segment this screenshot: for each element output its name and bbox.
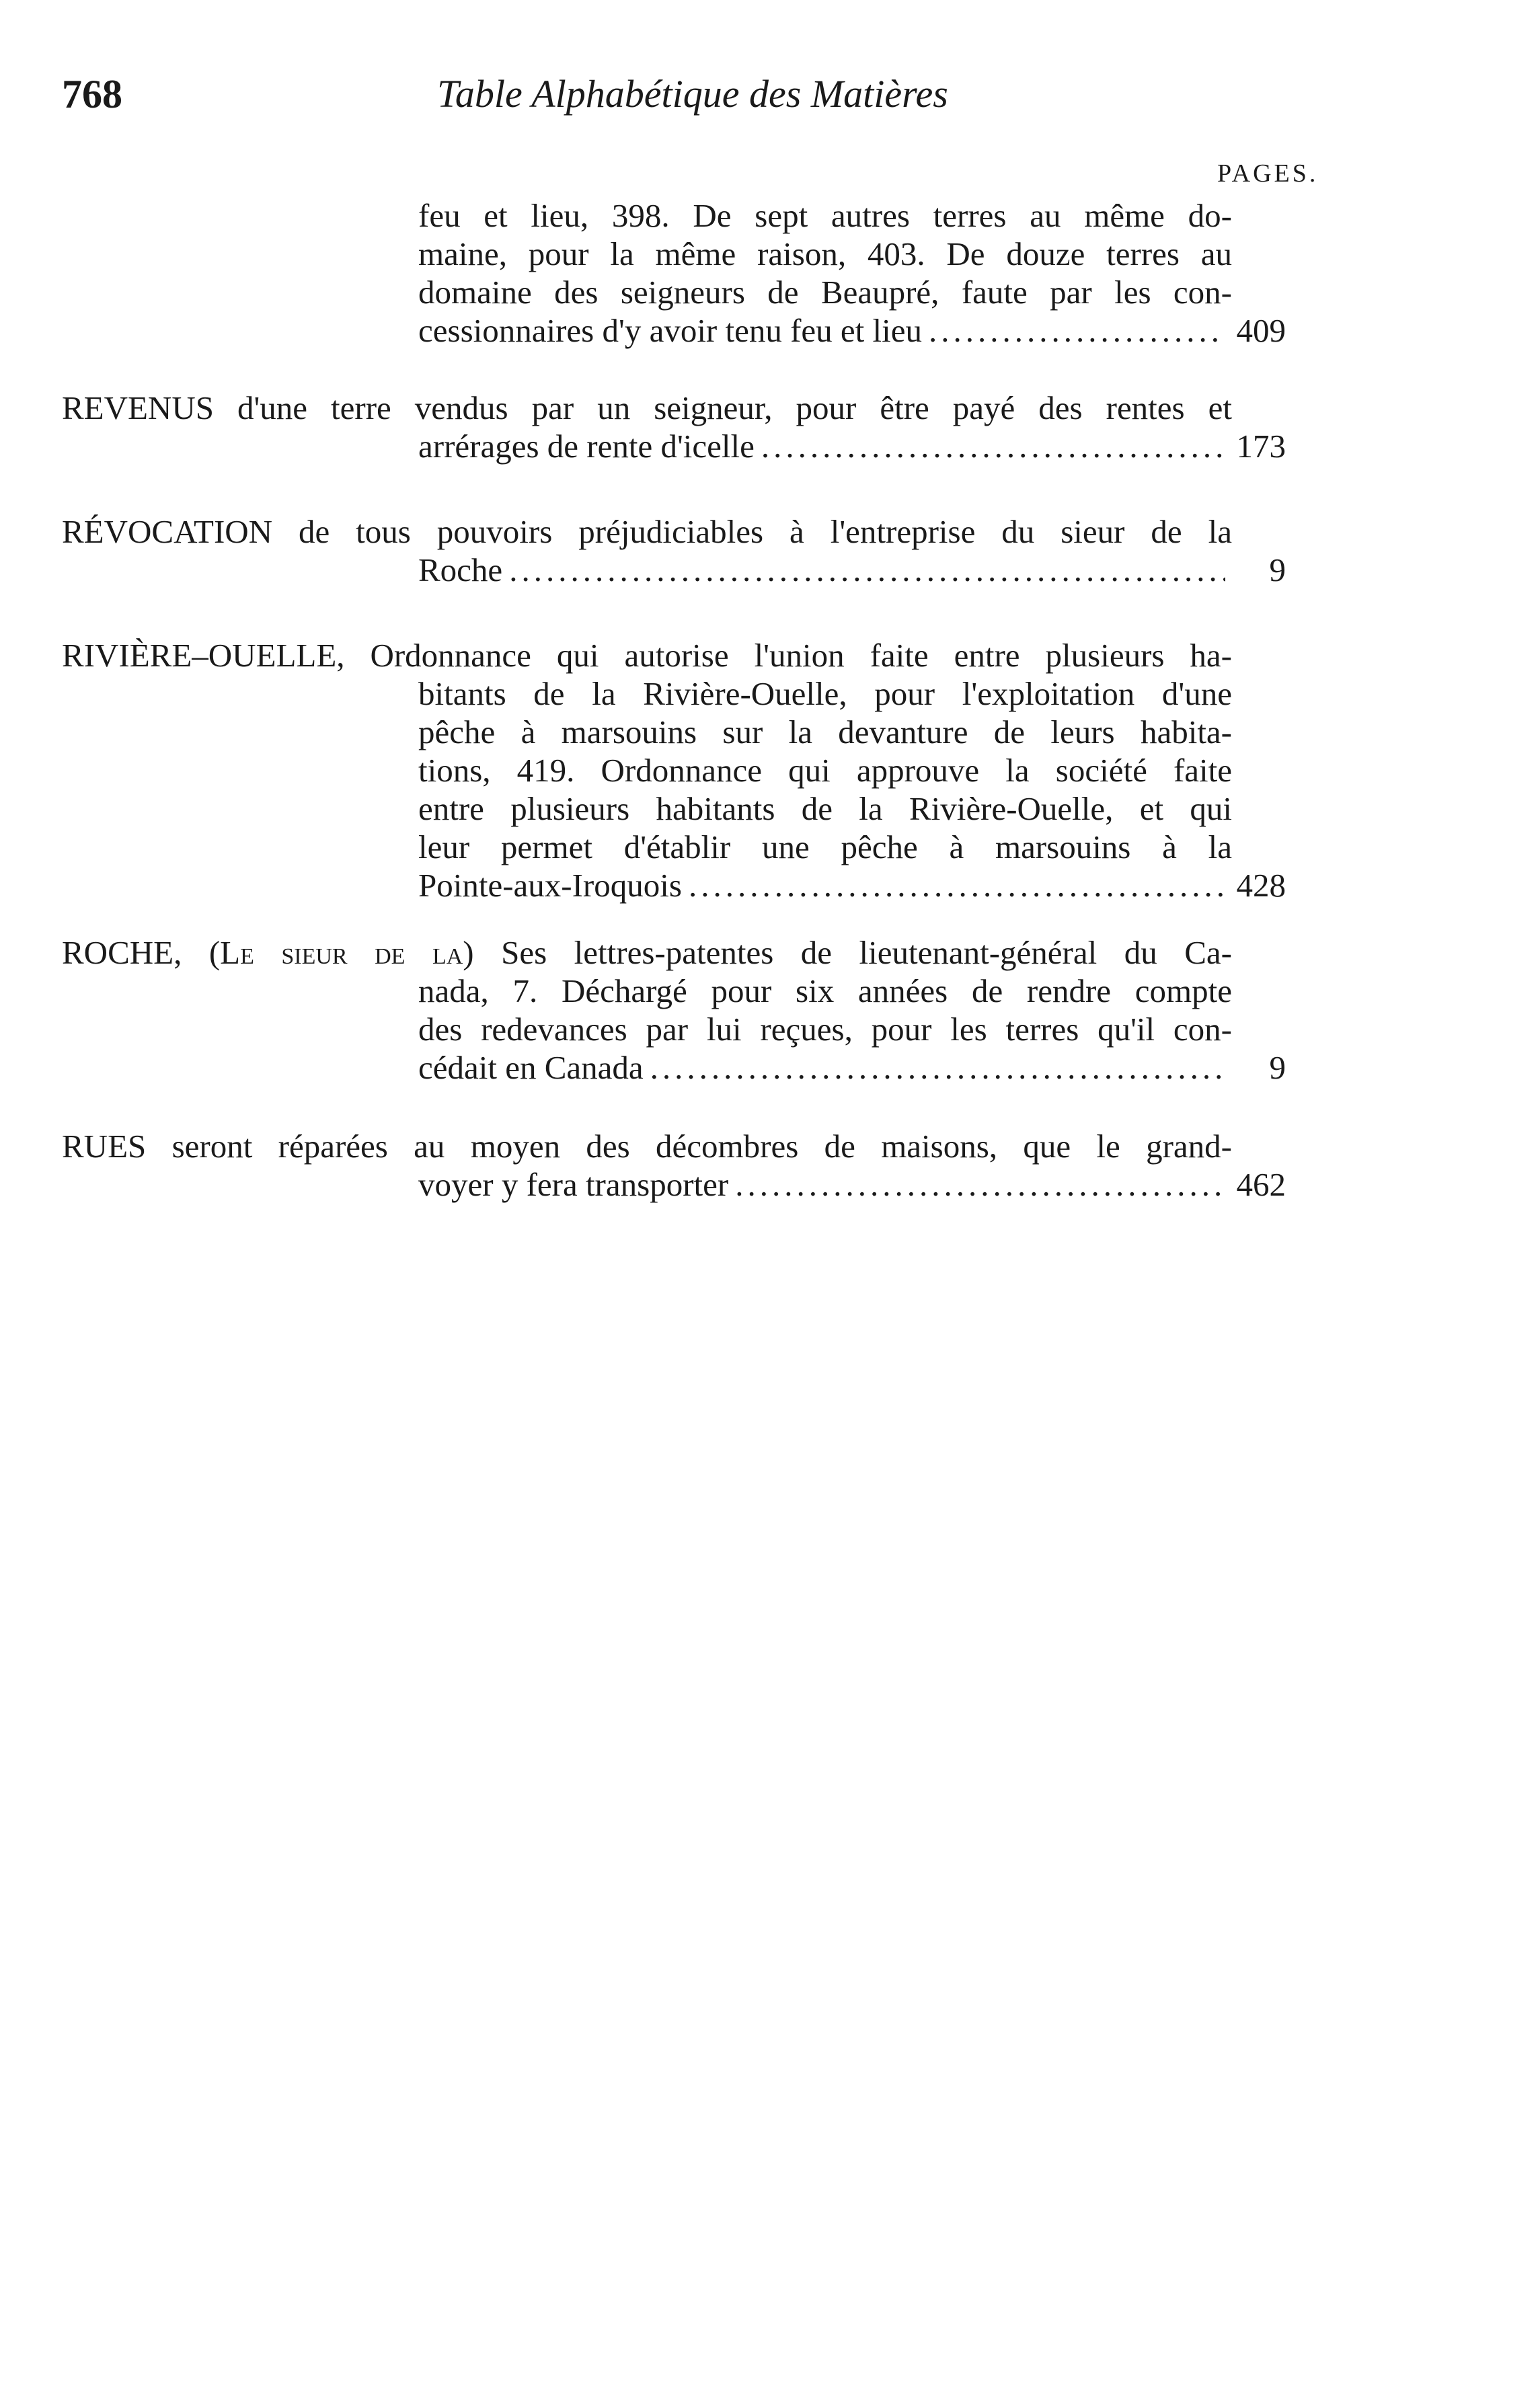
entry-line: maine, pour la même raison, 403. De douze terres au: [418, 235, 1232, 272]
entry-last-line: [418, 1048, 1286, 1087]
page-reference: 409: [1236, 312, 1286, 349]
entry-line: domaine des seigneurs de Beaupré, faute par les con-: [418, 274, 1232, 311]
page-reference: 428: [1236, 867, 1286, 904]
index-entry-revenus: [62, 389, 1286, 465]
page-reference: 173: [1236, 428, 1286, 465]
entry-line: pêche à marsouins sur la devanture de leurs habita-: [418, 713, 1232, 750]
entry-line: bitants de la Rivière-Ouelle, pour l'exploitation d'une: [418, 675, 1232, 712]
page-number: 768: [62, 72, 122, 116]
entry-last-line: [418, 427, 1286, 465]
index-entry-rues: [62, 1127, 1286, 1204]
entry-line: tions, 419. Ordonnance qui approuve la société faite: [418, 752, 1232, 789]
index-entry-riviere-ouelle: [62, 636, 1286, 904]
entry-text: Pointe-aux-Iroquois: [418, 867, 682, 904]
pages-column-label: PAGES.: [1217, 159, 1319, 188]
entry-line: feu et lieu, 398. De sept autres terres au même do-: [418, 197, 1232, 234]
entry-last-line: [418, 866, 1286, 904]
entry-heading-text: ) Ses lettres-patentes de lieutenant-général du Ca-: [463, 934, 1232, 971]
index-entry-revocation: [62, 512, 1286, 589]
entry-line: leur permet d'établir une pêche à marsouins à la: [418, 828, 1232, 865]
running-title: Table Alphabétique des Matières: [437, 72, 948, 116]
entry-heading-text: ROCHE, (: [62, 934, 221, 971]
entry-line: des redevances par lui reçues, pour les terres qu'il con-: [418, 1011, 1232, 1048]
entry-last-line: [418, 311, 1286, 350]
entry-line: nada, 7. Déchargé pour six années de rendre compte: [418, 972, 1232, 1009]
entry-heading-line: RÉVOCATION de tous pouvoirs préjudiciables à l'entreprise du sieur de la: [62, 513, 1232, 550]
entry-text: cessionnaires d'y avoir tenu feu et lieu: [418, 312, 923, 349]
entry-last-line: [418, 1165, 1286, 1204]
page-header: [0, 67, 1540, 134]
leader-dots: [509, 551, 1225, 589]
entry-text: cédait en Canada: [418, 1049, 644, 1086]
leader-dots: [735, 1165, 1225, 1204]
index-entry-roche: [62, 933, 1286, 1087]
page-reference: 9: [1269, 551, 1286, 588]
leader-dots: [650, 1048, 1225, 1087]
page-reference: 462: [1236, 1166, 1286, 1203]
entry-last-line: [418, 551, 1286, 589]
page-reference: 9: [1269, 1049, 1286, 1086]
leader-dots: [689, 866, 1225, 904]
entry-heading-line: RIVIÈRE–OUELLE, Ordonnance qui autorise l'union faite entre plusieurs ha-: [62, 637, 1232, 674]
entry-heading-smallcaps: Le sieur de la: [220, 934, 463, 971]
index-entry-continuation: [62, 196, 1286, 350]
entry-text: voyer y fera transporter: [418, 1166, 729, 1203]
entry-heading-line: RUES seront réparées au moyen des décombres de maisons, que le grand-: [62, 1128, 1232, 1165]
entry-heading-line: REVENUS d'une terre vendus par un seigneur, pour être payé des rentes et: [62, 389, 1232, 426]
leader-dots: [761, 427, 1225, 465]
leader-dots: [929, 311, 1225, 350]
entry-text: Roche: [418, 551, 503, 588]
entry-heading-line: [62, 933, 1232, 972]
entry-line: entre plusieurs habitants de la Rivière-Ouelle, et qui: [418, 790, 1232, 827]
entry-text: arrérages de rente d'icelle: [418, 428, 755, 465]
